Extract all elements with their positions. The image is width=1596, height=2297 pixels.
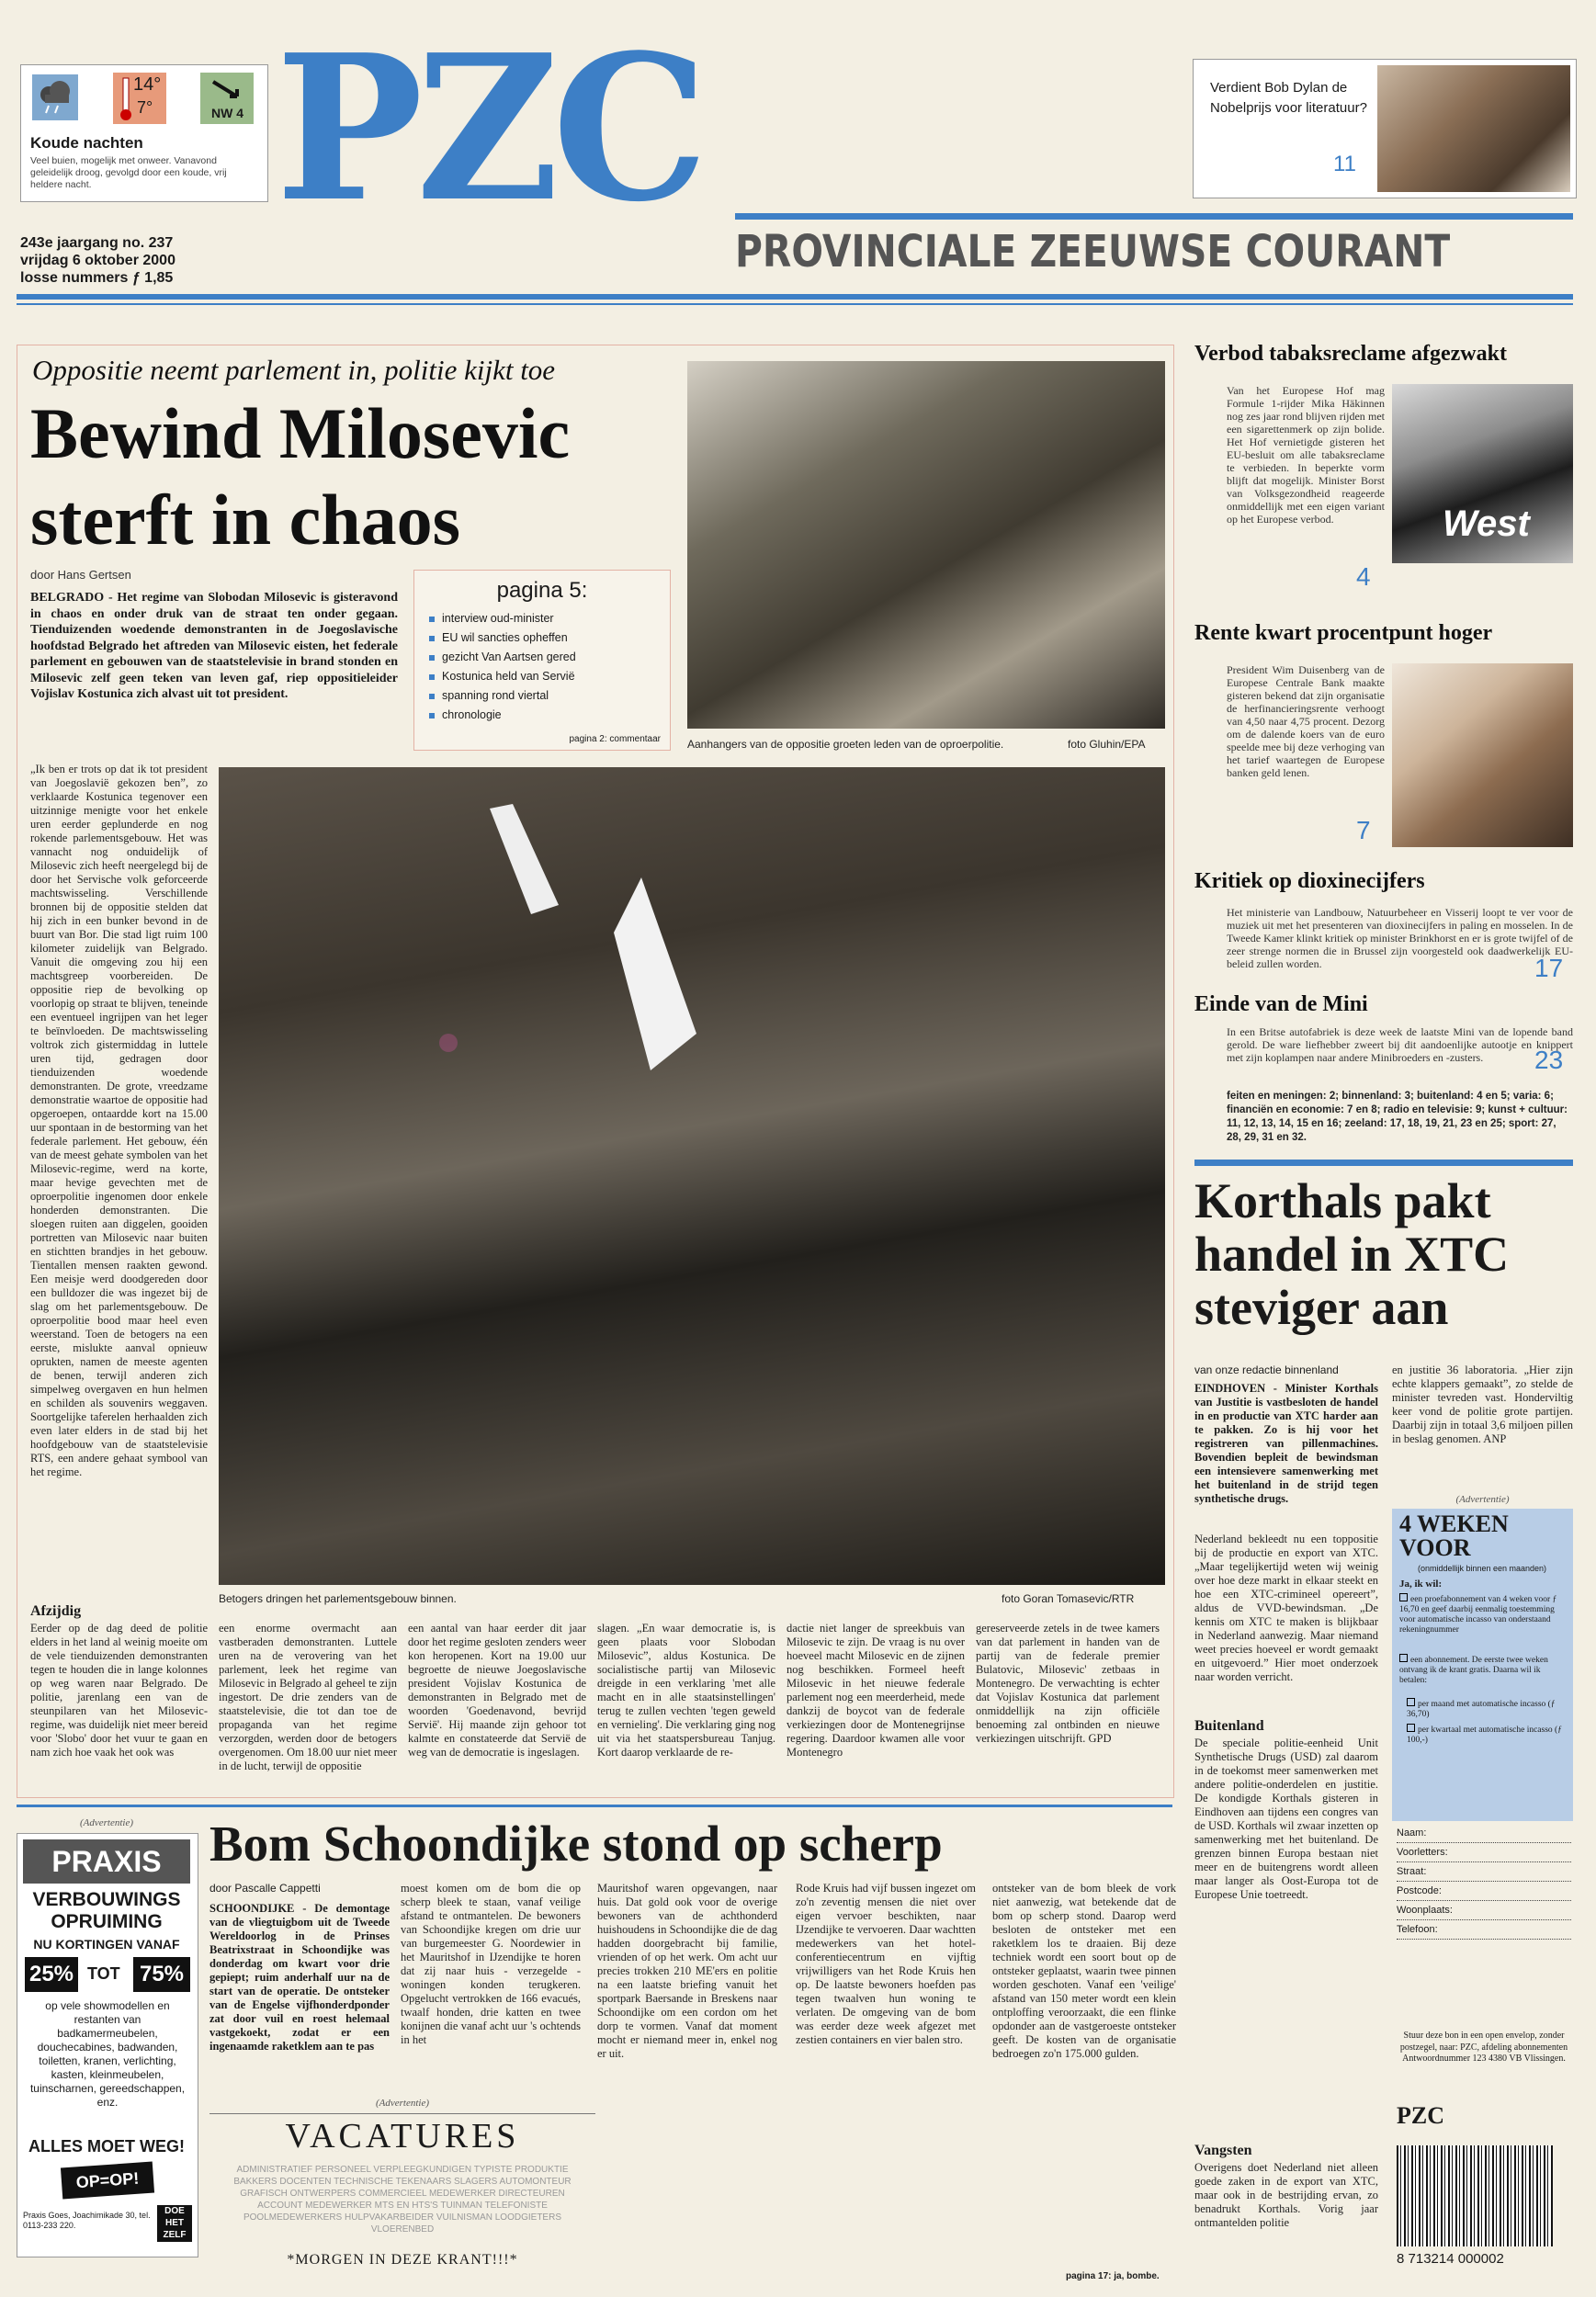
- subscribe-intro: Ja, ik wil:: [1399, 1578, 1443, 1590]
- praxis-text: op vele showmodellen en restanten van badkamermeubelen, douchecabines, badwanden, toiletten, kranen, verlichting, kasten, kleinmeubelen, tuinscharnen, gereedschappen, enz.: [29, 1999, 186, 2109]
- korthals-side: en justitie 36 laboratoria. „Hier zijn echte klappers gemaakt”, zo stelde de minister tevreden vast. Honderviltig keer vond de politie grote partijen. Daarbij zijn in totaal 3,6 miljoen pillen in beslag genomen. ANP: [1392, 1363, 1573, 1445]
- masthead-rule-bottom: [17, 294, 1573, 300]
- praxis-address: Praxis Goes, Joachimikade 30, tel. 0113-233 220.: [23, 2211, 151, 2230]
- masthead-subtitle: PROVINCIALE ZEEUWSE COURANT: [735, 226, 1451, 277]
- lead-subhead-afzijdig: Afzijdig: [30, 1603, 82, 1619]
- subscribe-opt3[interactable]: [1407, 1698, 1565, 1720]
- subscribe-footer: Stuur deze bon in een open envelop, zonder postzegel, naar: PZC, afdeling abonnementen Antwoordnummer 123 4380 VB Vlissingen.: [1399, 2031, 1568, 2064]
- lead-col6: gereserveerde zetels in de twee kamers van dat parlement in handen van de partij van de federale premier Bulatovic, Milosevic' zetbaas in Montenegro. De verwachting is echter dat Vojislav Kostunica dat parlement onmiddellijk na zijn officiële benoeming zal ontbinden en nieuwe verkiezingen uitschrijft. GPD: [976, 1622, 1160, 1745]
- masthead-rule-thin: [17, 303, 1573, 305]
- formula1-car-photo: [1392, 384, 1573, 563]
- praxis-burst: OP=OP!: [61, 2162, 154, 2200]
- temp-high: 14°: [133, 74, 162, 95]
- praxis-tot: TOT: [87, 1964, 120, 1983]
- issue-price: losse nummers ƒ 1,85: [20, 270, 174, 286]
- bom-col3: Mauritshof waren opgevangen, naar huis. Dat gold ook voor de overige bewoners van de achthonderd huishoudens in Schoondijke die de dag hadden doorgebracht bij familie, vrienden of op het werk. Om acht uur precies trokken 210 ME'ers en politie na een laatste briefing vanuit het sportpark Baersande in Breskens naar Schoondijke om een cordon om het dorp te vormen. Vanaf dat moment mocht er niemand meer in, enkel nog er uit.: [597, 1882, 777, 2060]
- vacatures-text: ADMINISTRATIEF PERSONEEL VERPLEEGKUNDIGEN TYPISTE PRODUKTIE BAKKERS DOCENTEN TECHNISCHE TEKENAARS SLAGERS AUTOMONTEUR GRAFISCH ONTWERPERS COMMERCIEEL MEDEWERKER DIRECTEUREN ACCOUNT MEDEWERKER MTS EN HTS'S TUINMAN TELEFONISTE POOLMEDEWERKERS HULPVAKARBEIDER VUILNISMAN LOODGIETERS VLOERENBED: [233, 2165, 572, 2235]
- pagina5-item[interactable]: EU wil sancties opheffen: [427, 628, 657, 648]
- lead-col1: „Ik ben er trots op dat ik tot president van Joegoslavië gekozen ben”, zo verklaarde Kostunica tegenover een uitzinnige menigte voor het enkele uren eerder geplunderde en nog rokende parlementsgebouw. Het was vannacht nog onduidelijk of Milosevic zich heeft neergelegd bij de door het Servische volk geforceerde machtswisseling. Verschillende bronnen bij de oppositie stelden dat hij zich in een bunker bevond in de buurt van Bor. Die stad ligt ruim 100 kilometer zuidelijk van Belgrado. Vanuit die omgeving zou hij een machtsgreep voorbereiden. De oppositie riep de bevolking op voorlopig op straat te blijven, teneinde een eventueel ingrijpen van het leger te beïnvloeden. De machtswisseling voltrok zich gistermiddag in luttele uren tijd, gedragen door tienduizenden woedende demonstranten. De grote, vreedzame demonstratie waartoe de oppositie had opgeroepen, ontaardde kort na 15.00 uur spontaan in de bestorming van het federale parlement. Het gebouw, één van de meest gehate symbolen van het Milosevic-regime, werd na korte, maar hevige gevechten met de oproerpolitie ingenomen door enkele honderden demonstranten. Die sloegen ruiten aan diggelen, gooiden portretten van Milosevic naar buiten en stichtten brandjes in het gebouw. Tientallen mensen raakten gewond. Een meisje werd doodgereden door een bulldozer die was ingezet bij de slag om het parlementsgebouw. De oproerpolitie bood maar heel even weerstand. Toen de betogers na een eerste, mislukte aanval opnieuw oprukten, namen de meeste agenten de benen, terwijl anderen zich simpelweg overgaven en hun helmen en schilden als souvenirs weggaven. Soortgelijke taferelen herhaalden zich even later elders in de stad bij het hoofdgebouw van de staatstelevisie RTS, een andere gehaat symbool van het regime.: [30, 763, 208, 1478]
- subscribe-title: 4 WEKEN VOOR: [1399, 1511, 1509, 1561]
- teaser-mini-text: In een Britse autofabriek is deze week de laatste Mini van de lopende band gerold. De ware liefhebber zweert bij dit aandoenlijke autootje en knippert met zijn koplampen naar andere Minibroeders en -zusters.: [1227, 1025, 1573, 1064]
- subscribe-box[interactable]: [1392, 1509, 1573, 1821]
- opposition-photo: [687, 361, 1165, 729]
- barcode-number: 8 713214 000002: [1397, 2251, 1504, 2267]
- teaser-rente-title[interactable]: Rente kwart procentpunt hoger: [1194, 621, 1493, 645]
- subscribe-form[interactable]: [1397, 1824, 1571, 1940]
- rain-cloud-icon: [32, 74, 78, 120]
- form-field-straat[interactable]: Straat:: [1397, 1862, 1571, 1882]
- praxis-pct1: 25%: [25, 1957, 78, 1992]
- teaser-rente-page[interactable]: 7: [1356, 816, 1371, 844]
- bom-byline: door Pascalle Cappetti: [209, 1882, 321, 1895]
- korthals-headline: Korthals pakt handel in XTC steviger aan: [1194, 1173, 1510, 1335]
- praxis-line2: NU KORTINGEN VANAF: [33, 1937, 180, 1952]
- subscribe-opt3-text: per maand met automatische incasso (ƒ 36,70): [1407, 1700, 1556, 1719]
- photo2-caption: Betogers dringen het parlementsgebouw binnen.: [219, 1592, 457, 1605]
- subscribe-subtitle: (onmiddellijk binnen een maanden): [1417, 1564, 1547, 1573]
- pagina5-item[interactable]: interview oud-minister: [427, 609, 657, 628]
- praxis-pct2: 75%: [133, 1957, 190, 1992]
- bom-col5: ontsteker van de bom bleek de vork niet aanwezig, wat betekende dat de bom op scherp stond. Daarop werd besloten de ontsteker met een raketklem los te draaien. Bij deze techniek wordt een soort bout op de ontsteker geplaatst, waarin twee pinnen worden geschoten. Vanaf een 'veilige' afstand van 150 meter wordt een klein ontploffing veroorzaakt, die een flinke opdonder aan de vastgeroeste ontsteker geeft. De kosten van de organisatie bedroegen zo'n 175.000 gulden.: [992, 1882, 1176, 2060]
- top-teaser-box[interactable]: [1193, 59, 1577, 198]
- teaser-tabak-title[interactable]: Verbod tabaksreclame afgezwakt: [1194, 342, 1507, 366]
- pagina5-item[interactable]: gezicht Van Aartsen gered: [427, 648, 657, 667]
- lead-col3: een aantal van haar eerder dit jaar door het regime gesloten zenders weer kon heropenen. Kort na 19.00 uur begroette de nieuwe Joegoslavische president Vojislav Kostunica de demonstranten in Belgrado met de woorden 'Goedenavond, bevrijd Servië'. Hij maande zijn gehoor tot kalmte en constateerde dat Servië de weg van de democratie is ingeslagen.: [408, 1622, 586, 1759]
- weather-box: [20, 64, 268, 202]
- index-text: feiten en meningen: 2; binnenland: 3; buitenland: 4 en 5; varia: 6; financiën en economie: 7 en 8; radio en televisie: 9; kunst + cultuur: 11, 12, 13, 14, 15 en 16; zeeland: 17, 18, 19, 21, 23 en 25; sport: 27, 28, 29, 31 en 32.: [1227, 1091, 1568, 1143]
- pagina5-box[interactable]: [413, 570, 671, 751]
- masthead-logo: PZC: [276, 11, 702, 246]
- korthals-text3: Overigens doet Nederland niet alleen goede zaken in de export van XTC, maar ook in de bestrijding ervan, zo benadrukt Korthals. Vorig jaar ontmantelden politie: [1194, 2161, 1378, 2229]
- duisenberg-photo: [1392, 663, 1573, 847]
- subscribe-opt2[interactable]: [1399, 1654, 1565, 1686]
- korthals-subhead-vangsten: Vangsten: [1194, 2143, 1252, 2158]
- bom-col4: Rode Kruis had vijf bussen ingezet om zo'n zeventig mensen die niet over eigen vervoer beschikten, naar IJzendijke te vervoeren. Daar wachtten medewerkers van het hotel-conferentiecentrum en vijftig vrijwilligers van het Rode Kruis hen op. De laatste bewoners hoefden pas tegen twaalven hun woning te verlaten. De omgeving van de bom was eerder deze week afgezet met zestien containers en vier balen stro.: [796, 1882, 976, 2046]
- lead-headline: [30, 390, 570, 563]
- checkbox-icon[interactable]: [1407, 1724, 1415, 1732]
- subscribe-opt4[interactable]: [1407, 1724, 1565, 1746]
- korthals-intro: EINDHOVEN - Minister Korthals van Justitie is vastbesloten de handel in en productie van XTC harder aan te pakken. Zo is hij voor het registreren van pillenmachines. Bovendien bepleit de bewindsman een intensievere samenwerking met het buitenland in de strijd tegen synthetische drugs.: [1194, 1382, 1378, 1505]
- photo2-credit: foto Goran Tomasevic/RTR: [1002, 1592, 1135, 1605]
- lead-col4: slagen. „En waar democratie is, is geen plaats voor Slobodan Milosevic”, aldus Kostunica. De socialistische partij van Milosevic dreigde in een verklaring 'met alle macht en in alle staatsinstellingen' terug te zullen vechten 'tegen geweld en vernieling'. Die verklaring ging nog uit via het staatspersbureau Tanjug. Kort daarop verklaarde de re-: [597, 1622, 775, 1759]
- subscribe-opt1[interactable]: [1399, 1593, 1565, 1635]
- praxis-ad[interactable]: [17, 1833, 198, 2257]
- vacatures-ad[interactable]: [209, 2113, 595, 2280]
- praxis-slogan: ALLES MOET WEG!: [28, 2137, 185, 2156]
- bottom-rule: [17, 1805, 1172, 1807]
- praxis-logo: PRAXIS: [23, 1839, 190, 1884]
- subscribe-opt4-text: per kwartaal met automatische incasso (ƒ 100,-): [1407, 1726, 1562, 1745]
- lead-kicker: Oppositie neemt parlement in, politie kijkt toe: [32, 354, 556, 386]
- pagina5-list: [427, 609, 657, 725]
- subscribe-opt1-text: een proefabonnement van 4 weken voor ƒ 16,70 en geef daarbij eenmalig toestemming voor automatische incasso van onderstaand rekeningnummer: [1399, 1595, 1557, 1635]
- korthals-text: Nederland bekleedt nu een toppositie bij de productie en export van XTC. „Maar tegelijkertijd weten wij weinig over hoe deze markt in elkaar steekt en hoe een XTC-crimineel opereert”, aldus de VVD-bewindsman. „De kennis om XTC te maken is blijkbaar in Nederland aanwezig. Maar niemand weet precies hoeveel er wordt gemaakt en uitgevoerd.” Hier moet onderzoek naar worden verricht.: [1194, 1533, 1378, 1683]
- barcode: [1397, 2145, 1553, 2246]
- pagina5-item[interactable]: spanning rond viertal: [427, 686, 657, 706]
- praxis-doe-logo: DOE HET ZELF: [157, 2205, 192, 2242]
- lead-byline: door Hans Gertsen: [30, 568, 131, 582]
- issue-info: [20, 234, 175, 287]
- bom-headline: Bom Schoondijke stond op scherp: [209, 1816, 943, 1872]
- lead-headline-line1: Bewind Milosevic: [30, 393, 571, 473]
- photo1-credit: foto Gluhin/EPA: [1068, 738, 1146, 751]
- subscribe-pzc-logo: PZC: [1397, 2102, 1444, 2129]
- photo1-caption: Aanhangers van de oppositie groeten leden van de oproerpolitie.: [687, 738, 1004, 751]
- masthead-rule-top: [735, 213, 1573, 220]
- vacatures-footer: *MORGEN IN DEZE KRANT!!!*: [287, 2252, 518, 2268]
- temp-low: 7°: [137, 98, 153, 117]
- teaser-dioxine-page[interactable]: 17: [1534, 954, 1564, 982]
- teaser-mini-page[interactable]: 23: [1534, 1046, 1564, 1074]
- lead-col5: dactie niet langer de spreekbuis van Milosevic te zijn. De vraag is nu over hoeveel macht Milosevic en de zijnen nog beschikken. Formeel heeft Milosevic in het nieuwe federale parlement nog een meerderheid, mede dankzij de boycot van de federale verkiezingen door de Montenegrijnse regering. Daardoor kwamen alle voor Montenegro: [787, 1622, 965, 1759]
- subscribe-opt2-text: een abonnement. De eerste twee weken ontvang ik de krant gratis. Daarna wil ik betalen:: [1399, 1656, 1548, 1685]
- teaser-dioxine-title[interactable]: Kritiek op dioxinecijfers: [1194, 869, 1425, 893]
- checkbox-icon[interactable]: [1399, 1654, 1408, 1662]
- form-field-woonplaats[interactable]: Woonplaats:: [1397, 1901, 1571, 1920]
- teaser-dioxine-text: Het ministerie van Landbouw, Natuurbeheer en Visserij loopt te ver voor de muziek uit met het presenteren van dioxinecijfers in paling en mosselen. In de Tweede Kamer klinkt kritiek op minister Brinkhorst en er is grote twijfel of de zeer strenge normen die in Brussel zijn voorgesteld ook daadwerkelijk EU-beleid zullen worden.: [1227, 906, 1573, 970]
- right-rule: [1194, 1160, 1573, 1166]
- praxis-line1: VERBOUWINGS OPRUIMING: [32, 1889, 181, 1932]
- top-teaser-page: 11: [1333, 152, 1356, 176]
- issue-date: vrijdag 6 oktober 2000: [20, 253, 175, 268]
- teaser-tabak-text: Van het Europese Hof mag Formule 1-rijder Mika Häkinnen nog zes jaar rond blijven rijden met een sigarettenmerk op zijn bolide. Het Hof vernietigde gisteren het EU-besluit om alle tabaksreclame te verbieden. In beperkte vorm blijft dat mogelijk. Minister Borst van Volksgezondheid reageerde onmiddellijk met een eigen variant op het Europese verbod.: [1227, 384, 1385, 526]
- form-field-postcode[interactable]: Postcode:: [1397, 1882, 1571, 1901]
- form-field-telefoon[interactable]: Telefoon:: [1397, 1920, 1571, 1940]
- lead-col2: een enorme overmacht aan vastberaden demonstranten. Luttele uren na de verovering van het parlement, leek het regime van Milosevic in Belgrado al geheel te zijn ingestort. De drie zenders van de staatstelevisie, die tot dan toe de propaganda van het regime verzorgden, werden door de betogers overgenomen. Om 18.00 uur niet meer in de lucht, terwijl de oppositie: [219, 1622, 397, 1772]
- checkbox-icon[interactable]: [1399, 1593, 1408, 1601]
- issue-volume: 243e jaargang no. 237: [20, 235, 174, 251]
- bom-footer: pagina 17: ja, bombe.: [1066, 2271, 1160, 2281]
- bob-dylan-photo: [1377, 65, 1570, 192]
- form-field-naam[interactable]: Naam:: [1397, 1824, 1571, 1843]
- top-teaser-text: Verdient Bob Dylan de Nobelprijs voor literatuur?: [1210, 80, 1367, 116]
- form-field-voorletters[interactable]: Voorletters:: [1397, 1843, 1571, 1862]
- weather-title: Koude nachten: [30, 134, 143, 152]
- lead-headline-line2: sterft in chaos: [30, 480, 460, 560]
- lead-col1-after: Eerder op de dag deed de politie elders in het land al weinig moeite om de vele tienduizenden demonstranten tegen te houden die in lange kolonnes op weg waren naar Belgrado. De politie, jarenlang een van de steunpilaren van het Milosevic-regime, was duidelijk niet meer bereid voor 'Slobo' door het vuur te gaan en nam zich hoe vaak het ook was: [30, 1622, 208, 1759]
- korthals-text2: De speciale politie-eenheid Unit Synthetische Drugs (USD) zal daarom in de toekomst meer samenwerken met andere politie-onderdelen en justitie. De kondigde Korthals gisteren in Eindhoven aan tijdens een congres van de USD. Korthals wil zwaar inzetten op samenwerking met het buitenland. De grenzen binnen Europa bestaan niet meer en de buitengrens wordt alleen maar langer als Oost-Europa tot de Europese Unie toetreedt.: [1194, 1737, 1378, 1901]
- korthals-subhead-buitenland: Buitenland: [1194, 1718, 1264, 1734]
- wind-arrow-icon: [200, 73, 254, 124]
- wind-value: NW 4: [211, 106, 243, 120]
- parliament-storming-photo: [219, 767, 1165, 1585]
- pagina5-item[interactable]: chronologie: [427, 706, 657, 725]
- korthals-byline: van onze redactie binnenland: [1194, 1363, 1339, 1376]
- vacatures-label: (Advertentie): [375, 2098, 430, 2109]
- praxis-label: (Advertentie): [79, 1817, 134, 1828]
- bom-intro: SCHOONDIJKE - De demontage van de vliegtuigbom uit de Tweede Wereldoorlog in de Prinses Beatrixstraat in Schoondijke was donderdag om kwart voor drie gepiept; ruim anderhalf uur na de start van de operatie. De ontsteker van de Engelse vijfhonderdponder zat door vuil en roest helemaal vastgekoekt, zodat er een ingenaamde raketklem aan te pas: [209, 1902, 390, 2053]
- pagina5-footer: pagina 2: commentaar: [569, 734, 661, 744]
- teaser-mini-title[interactable]: Einde van de Mini: [1194, 992, 1368, 1016]
- subscribe-label: (Advertentie): [1455, 1494, 1510, 1505]
- west-logo: West: [1443, 504, 1530, 544]
- vacatures-title: VACATURES: [285, 2117, 520, 2156]
- pagina5-item[interactable]: Kostunica held van Servië: [427, 667, 657, 686]
- teaser-rente-text: President Wim Duisenberg van de Europese Centrale Bank maakte gisteren bekend dat zijn organisatie de herfinancieringsrente verhoogt van 4,50 naar 4,75 procent. Dezorg om de dalende koers van de euro speelde mee bij deze verhoging van het tarief waartegen de Europese banken geld lenen.: [1227, 663, 1385, 779]
- weather-text: Veel buien, mogelijk met onweer. Vanavond geleidelijk droog, gevolgd door een koude, vrij heldere nacht.: [30, 155, 227, 190]
- thermometer-icon: [113, 73, 166, 124]
- bom-col2: moest komen om de bom die op scherp bleek te staan, vanaf veilige afstand te ontmantelen. De bewoners van Schoondijke kregen om drie uur van burgemeester G. Noordewier in het Mauritshof in IJzendijke te horen dat zij naar huis - verzegelde - woningen konden terugkeren. Opgelucht vertrokken de 166 evacués, twaalf honden, drie katten en twee konijnen die vanaf acht uur 's ochtends in het: [401, 1882, 581, 2046]
- pagina5-title: pagina 5:: [496, 578, 588, 603]
- lead-intro: BELGRADO - Het regime van Slobodan Milosevic is gisteravond in chaos en onder druk van de straat ten onder gegaan. Tienduizenden woedende demonstranten in de Joegoslavische hoofdstad Belgrado het aftreden van Milosevic eisten, het federale parlement en gebouwen van de staatstelevisie in brand stonden en Milosevic zelf geen teken van leven gaf, riep oppositieleider Vojislav Kostunica zich alvast uit tot president.: [30, 591, 398, 701]
- teaser-tabak-page[interactable]: 4: [1356, 562, 1371, 591]
- checkbox-icon[interactable]: [1407, 1698, 1415, 1706]
